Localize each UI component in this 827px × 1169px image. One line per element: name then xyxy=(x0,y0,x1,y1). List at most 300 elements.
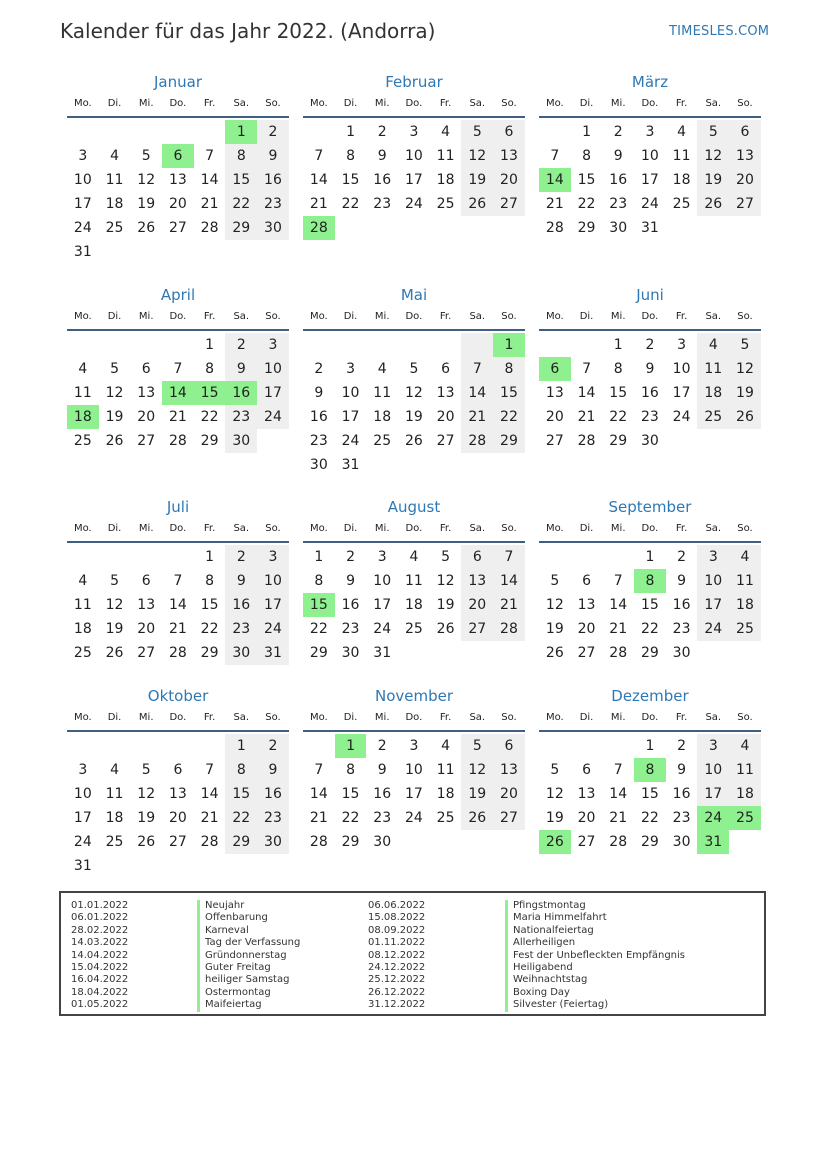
day-cell[interactable]: 6 xyxy=(729,120,761,144)
day-cell[interactable]: 14 xyxy=(168,597,187,613)
day-cell[interactable]: 11 xyxy=(105,172,124,188)
day-cell[interactable]: 9 xyxy=(377,148,387,164)
day-cell[interactable]: 14 xyxy=(309,172,328,188)
day-cell[interactable]: 27 xyxy=(577,645,596,661)
day-cell[interactable]: 9 xyxy=(257,144,289,168)
day-cell[interactable]: 13 xyxy=(168,172,187,188)
day-cell[interactable]: 3 xyxy=(78,762,88,778)
day-cell[interactable]: 23 xyxy=(225,617,257,641)
day-cell[interactable]: 23 xyxy=(225,405,257,429)
day-cell[interactable]: 28 xyxy=(461,429,493,453)
day-cell[interactable]: 22 xyxy=(341,196,360,212)
day-cell[interactable]: 5 xyxy=(110,361,119,377)
day-cell[interactable]: 27 xyxy=(436,433,455,449)
day-cell[interactable]: 3 xyxy=(645,124,655,140)
day-cell[interactable]: 9 xyxy=(225,357,257,381)
day-cell[interactable]: 27 xyxy=(137,433,156,449)
day-cell[interactable]: 30 xyxy=(672,834,691,850)
day-cell[interactable]: 3 xyxy=(409,124,419,140)
day-cell[interactable]: 24 xyxy=(672,409,691,425)
day-cell[interactable]: 7 xyxy=(613,762,623,778)
day-cell[interactable]: 5 xyxy=(461,120,493,144)
day-cell[interactable]: 21 xyxy=(168,621,187,637)
day-cell[interactable]: 6 xyxy=(493,734,525,758)
day-cell[interactable]: 7 xyxy=(205,148,215,164)
day-cell[interactable]: 4 xyxy=(110,148,119,164)
day-cell[interactable]: 12 xyxy=(545,597,564,613)
day-cell[interactable]: 26 xyxy=(729,405,761,429)
holiday-day-cell[interactable]: 31 xyxy=(697,830,729,854)
day-cell[interactable]: 1 xyxy=(346,124,355,140)
day-cell[interactable]: 19 xyxy=(105,409,124,425)
day-cell[interactable]: 20 xyxy=(545,409,564,425)
day-cell[interactable]: 11 xyxy=(404,573,423,589)
day-cell[interactable]: 22 xyxy=(609,409,628,425)
holiday-day-cell[interactable]: 26 xyxy=(539,830,571,854)
holiday-day-cell[interactable]: 15 xyxy=(303,593,335,617)
day-cell[interactable]: 6 xyxy=(441,361,451,377)
day-cell[interactable]: 29 xyxy=(609,433,628,449)
day-cell[interactable]: 11 xyxy=(672,148,691,164)
day-cell[interactable]: 6 xyxy=(141,361,151,377)
holiday-day-cell[interactable]: 1 xyxy=(493,333,525,357)
day-cell[interactable]: 5 xyxy=(141,148,151,164)
day-cell[interactable]: 26 xyxy=(461,192,493,216)
day-cell[interactable]: 2 xyxy=(314,361,324,377)
day-cell[interactable]: 13 xyxy=(137,597,156,613)
day-cell[interactable]: 8 xyxy=(582,148,591,164)
day-cell[interactable]: 31 xyxy=(257,641,289,665)
day-cell[interactable]: 10 xyxy=(697,758,729,782)
day-cell[interactable]: 11 xyxy=(729,569,761,593)
day-cell[interactable]: 27 xyxy=(545,433,564,449)
day-cell[interactable]: 28 xyxy=(200,220,219,236)
day-cell[interactable]: 7 xyxy=(314,148,324,164)
day-cell[interactable]: 29 xyxy=(225,830,257,854)
day-cell[interactable]: 25 xyxy=(73,645,92,661)
day-cell[interactable]: 20 xyxy=(577,810,596,826)
day-cell[interactable]: 30 xyxy=(225,429,257,453)
day-cell[interactable]: 19 xyxy=(137,196,156,212)
day-cell[interactable]: 9 xyxy=(613,148,623,164)
day-cell[interactable]: 14 xyxy=(461,381,493,405)
day-cell[interactable]: 8 xyxy=(346,762,355,778)
day-cell[interactable]: 29 xyxy=(225,216,257,240)
holiday-day-cell[interactable]: 8 xyxy=(634,758,666,782)
day-cell[interactable]: 7 xyxy=(582,361,591,377)
day-cell[interactable]: 5 xyxy=(110,573,119,589)
day-cell[interactable]: 12 xyxy=(105,597,124,613)
day-cell[interactable]: 3 xyxy=(257,545,289,569)
day-cell[interactable]: 10 xyxy=(672,361,691,377)
day-cell[interactable]: 28 xyxy=(609,834,628,850)
day-cell[interactable]: 28 xyxy=(545,220,564,236)
day-cell[interactable]: 26 xyxy=(461,806,493,830)
day-cell[interactable]: 2 xyxy=(225,545,257,569)
day-cell[interactable]: 14 xyxy=(200,786,219,802)
day-cell[interactable]: 5 xyxy=(461,734,493,758)
day-cell[interactable]: 30 xyxy=(672,645,691,661)
day-cell[interactable]: 18 xyxy=(697,381,729,405)
day-cell[interactable]: 28 xyxy=(168,433,187,449)
day-cell[interactable]: 16 xyxy=(309,409,328,425)
day-cell[interactable]: 2 xyxy=(677,549,687,565)
day-cell[interactable]: 8 xyxy=(225,758,257,782)
holiday-day-cell[interactable]: 24 xyxy=(697,806,729,830)
day-cell[interactable]: 15 xyxy=(609,385,628,401)
day-cell[interactable]: 18 xyxy=(672,172,691,188)
day-cell[interactable]: 20 xyxy=(577,621,596,637)
day-cell[interactable]: 6 xyxy=(141,573,151,589)
day-cell[interactable]: 19 xyxy=(461,782,493,806)
day-cell[interactable]: 12 xyxy=(105,385,124,401)
day-cell[interactable]: 17 xyxy=(73,810,92,826)
day-cell[interactable]: 11 xyxy=(697,357,729,381)
day-cell[interactable]: 1 xyxy=(205,549,215,565)
day-cell[interactable]: 23 xyxy=(373,196,392,212)
day-cell[interactable]: 25 xyxy=(436,810,455,826)
day-cell[interactable]: 21 xyxy=(168,409,187,425)
day-cell[interactable]: 22 xyxy=(577,196,596,212)
day-cell[interactable]: 15 xyxy=(493,381,525,405)
day-cell[interactable]: 15 xyxy=(341,786,360,802)
day-cell[interactable]: 10 xyxy=(404,762,423,778)
day-cell[interactable]: 24 xyxy=(697,617,729,641)
day-cell[interactable]: 16 xyxy=(257,168,289,192)
day-cell[interactable]: 23 xyxy=(672,621,691,637)
day-cell[interactable]: 25 xyxy=(105,834,124,850)
day-cell[interactable]: 16 xyxy=(672,786,691,802)
day-cell[interactable]: 27 xyxy=(493,192,525,216)
day-cell[interactable]: 30 xyxy=(640,433,659,449)
day-cell[interactable]: 4 xyxy=(78,361,88,377)
day-cell[interactable]: 12 xyxy=(404,385,423,401)
day-cell[interactable]: 1 xyxy=(613,337,623,353)
day-cell[interactable]: 16 xyxy=(640,385,659,401)
day-cell[interactable]: 26 xyxy=(137,220,156,236)
day-cell[interactable]: 29 xyxy=(200,433,219,449)
day-cell[interactable]: 10 xyxy=(73,786,92,802)
day-cell[interactable]: 2 xyxy=(257,734,289,758)
day-cell[interactable]: 22 xyxy=(225,192,257,216)
day-cell[interactable]: 31 xyxy=(640,220,659,236)
day-cell[interactable]: 28 xyxy=(309,834,328,850)
day-cell[interactable]: 24 xyxy=(73,834,92,850)
day-cell[interactable]: 11 xyxy=(73,597,92,613)
day-cell[interactable]: 23 xyxy=(257,192,289,216)
day-cell[interactable]: 5 xyxy=(697,120,729,144)
day-cell[interactable]: 23 xyxy=(309,433,328,449)
day-cell[interactable]: 25 xyxy=(373,433,392,449)
holiday-day-cell[interactable]: 8 xyxy=(634,569,666,593)
day-cell[interactable]: 26 xyxy=(436,621,455,637)
day-cell[interactable]: 10 xyxy=(257,569,289,593)
day-cell[interactable]: 24 xyxy=(373,621,392,637)
day-cell[interactable]: 2 xyxy=(677,738,687,754)
day-cell[interactable]: 27 xyxy=(461,617,493,641)
day-cell[interactable]: 27 xyxy=(168,220,187,236)
day-cell[interactable]: 21 xyxy=(609,621,628,637)
day-cell[interactable]: 12 xyxy=(461,758,493,782)
day-cell[interactable]: 21 xyxy=(309,810,328,826)
day-cell[interactable]: 14 xyxy=(309,786,328,802)
day-cell[interactable]: 1 xyxy=(582,124,591,140)
day-cell[interactable]: 28 xyxy=(200,834,219,850)
day-cell[interactable]: 21 xyxy=(461,405,493,429)
day-cell[interactable]: 29 xyxy=(640,834,659,850)
day-cell[interactable]: 2 xyxy=(613,124,623,140)
day-cell[interactable]: 9 xyxy=(314,385,324,401)
day-cell[interactable]: 29 xyxy=(577,220,596,236)
day-cell[interactable]: 18 xyxy=(373,409,392,425)
day-cell[interactable]: 3 xyxy=(677,337,687,353)
day-cell[interactable]: 10 xyxy=(73,172,92,188)
day-cell[interactable]: 13 xyxy=(493,144,525,168)
day-cell[interactable]: 27 xyxy=(168,834,187,850)
day-cell[interactable]: 12 xyxy=(137,172,156,188)
day-cell[interactable]: 26 xyxy=(545,645,564,661)
day-cell[interactable]: 10 xyxy=(341,385,360,401)
day-cell[interactable]: 7 xyxy=(493,545,525,569)
day-cell[interactable]: 28 xyxy=(577,433,596,449)
day-cell[interactable]: 14 xyxy=(577,385,596,401)
day-cell[interactable]: 21 xyxy=(200,810,219,826)
day-cell[interactable]: 14 xyxy=(609,597,628,613)
day-cell[interactable]: 9 xyxy=(225,569,257,593)
day-cell[interactable]: 12 xyxy=(545,786,564,802)
day-cell[interactable]: 11 xyxy=(436,148,455,164)
day-cell[interactable]: 9 xyxy=(677,762,687,778)
day-cell[interactable]: 23 xyxy=(373,810,392,826)
holiday-day-cell[interactable]: 25 xyxy=(729,806,761,830)
day-cell[interactable]: 30 xyxy=(373,834,392,850)
day-cell[interactable]: 20 xyxy=(168,810,187,826)
day-cell[interactable]: 31 xyxy=(73,858,92,874)
day-cell[interactable]: 25 xyxy=(697,405,729,429)
day-cell[interactable]: 5 xyxy=(550,762,560,778)
day-cell[interactable]: 22 xyxy=(200,621,219,637)
day-cell[interactable]: 30 xyxy=(225,641,257,665)
day-cell[interactable]: 25 xyxy=(404,621,423,637)
day-cell[interactable]: 29 xyxy=(493,429,525,453)
day-cell[interactable]: 22 xyxy=(640,810,659,826)
day-cell[interactable]: 4 xyxy=(441,124,451,140)
day-cell[interactable]: 13 xyxy=(168,786,187,802)
day-cell[interactable]: 17 xyxy=(404,786,423,802)
day-cell[interactable]: 11 xyxy=(105,786,124,802)
day-cell[interactable]: 13 xyxy=(545,385,564,401)
day-cell[interactable]: 19 xyxy=(729,381,761,405)
day-cell[interactable]: 2 xyxy=(346,549,355,565)
day-cell[interactable]: 15 xyxy=(640,786,659,802)
day-cell[interactable]: 8 xyxy=(346,148,355,164)
day-cell[interactable]: 18 xyxy=(729,593,761,617)
day-cell[interactable]: 25 xyxy=(729,617,761,641)
day-cell[interactable]: 4 xyxy=(110,762,119,778)
day-cell[interactable]: 24 xyxy=(640,196,659,212)
day-cell[interactable]: 17 xyxy=(73,196,92,212)
day-cell[interactable]: 21 xyxy=(609,810,628,826)
day-cell[interactable]: 22 xyxy=(309,621,328,637)
day-cell[interactable]: 11 xyxy=(436,762,455,778)
day-cell[interactable]: 29 xyxy=(640,645,659,661)
day-cell[interactable]: 3 xyxy=(78,148,88,164)
day-cell[interactable]: 27 xyxy=(577,834,596,850)
day-cell[interactable]: 17 xyxy=(640,172,659,188)
day-cell[interactable]: 23 xyxy=(341,621,360,637)
holiday-day-cell[interactable]: 28 xyxy=(303,216,335,240)
day-cell[interactable]: 15 xyxy=(341,172,360,188)
day-cell[interactable]: 31 xyxy=(341,457,360,473)
day-cell[interactable]: 12 xyxy=(729,357,761,381)
day-cell[interactable]: 20 xyxy=(168,196,187,212)
day-cell[interactable]: 8 xyxy=(225,144,257,168)
day-cell[interactable]: 27 xyxy=(729,192,761,216)
day-cell[interactable]: 29 xyxy=(200,645,219,661)
day-cell[interactable]: 19 xyxy=(404,409,423,425)
day-cell[interactable]: 13 xyxy=(577,597,596,613)
day-cell[interactable]: 27 xyxy=(493,806,525,830)
day-cell[interactable]: 17 xyxy=(341,409,360,425)
day-cell[interactable]: 18 xyxy=(73,621,92,637)
day-cell[interactable]: 15 xyxy=(577,172,596,188)
day-cell[interactable]: 28 xyxy=(609,645,628,661)
day-cell[interactable]: 29 xyxy=(341,834,360,850)
day-cell[interactable]: 5 xyxy=(409,361,419,377)
day-cell[interactable]: 18 xyxy=(436,172,455,188)
day-cell[interactable]: 17 xyxy=(697,593,729,617)
day-cell[interactable]: 31 xyxy=(73,244,92,260)
day-cell[interactable]: 5 xyxy=(550,573,560,589)
day-cell[interactable]: 12 xyxy=(697,144,729,168)
holiday-day-cell[interactable]: 6 xyxy=(539,357,571,381)
day-cell[interactable]: 21 xyxy=(545,196,564,212)
day-cell[interactable]: 30 xyxy=(609,220,628,236)
day-cell[interactable]: 24 xyxy=(404,810,423,826)
day-cell[interactable]: 20 xyxy=(436,409,455,425)
day-cell[interactable]: 1 xyxy=(645,549,655,565)
day-cell[interactable]: 25 xyxy=(672,196,691,212)
day-cell[interactable]: 4 xyxy=(377,361,387,377)
day-cell[interactable]: 18 xyxy=(436,786,455,802)
day-cell[interactable]: 14 xyxy=(200,172,219,188)
day-cell[interactable]: 17 xyxy=(672,385,691,401)
day-cell[interactable]: 2 xyxy=(377,738,387,754)
day-cell[interactable]: 23 xyxy=(609,196,628,212)
day-cell[interactable]: 17 xyxy=(373,597,392,613)
day-cell[interactable]: 19 xyxy=(461,168,493,192)
day-cell[interactable]: 6 xyxy=(582,762,591,778)
day-cell[interactable]: 6 xyxy=(173,762,183,778)
day-cell[interactable]: 20 xyxy=(493,168,525,192)
day-cell[interactable]: 14 xyxy=(493,569,525,593)
day-cell[interactable]: 25 xyxy=(105,220,124,236)
day-cell[interactable]: 12 xyxy=(436,573,455,589)
day-cell[interactable]: 13 xyxy=(137,385,156,401)
day-cell[interactable]: 3 xyxy=(697,545,729,569)
day-cell[interactable]: 20 xyxy=(137,409,156,425)
day-cell[interactable]: 16 xyxy=(672,597,691,613)
holiday-day-cell[interactable]: 14 xyxy=(162,381,194,405)
day-cell[interactable]: 6 xyxy=(461,545,493,569)
day-cell[interactable]: 23 xyxy=(257,806,289,830)
day-cell[interactable]: 24 xyxy=(404,196,423,212)
day-cell[interactable]: 26 xyxy=(697,192,729,216)
day-cell[interactable]: 11 xyxy=(373,385,392,401)
day-cell[interactable]: 5 xyxy=(441,549,451,565)
day-cell[interactable]: 17 xyxy=(697,782,729,806)
day-cell[interactable]: 22 xyxy=(200,409,219,425)
day-cell[interactable]: 4 xyxy=(729,545,761,569)
day-cell[interactable]: 13 xyxy=(493,758,525,782)
day-cell[interactable]: 7 xyxy=(461,357,493,381)
day-cell[interactable]: 19 xyxy=(697,168,729,192)
day-cell[interactable]: 28 xyxy=(168,645,187,661)
day-cell[interactable]: 3 xyxy=(346,361,355,377)
day-cell[interactable]: 4 xyxy=(729,734,761,758)
day-cell[interactable]: 20 xyxy=(137,621,156,637)
day-cell[interactable]: 17 xyxy=(404,172,423,188)
day-cell[interactable]: 20 xyxy=(493,782,525,806)
day-cell[interactable]: 27 xyxy=(137,645,156,661)
day-cell[interactable]: 9 xyxy=(346,573,355,589)
day-cell[interactable]: 8 xyxy=(493,357,525,381)
day-cell[interactable]: 16 xyxy=(609,172,628,188)
day-cell[interactable]: 21 xyxy=(309,196,328,212)
holiday-day-cell[interactable]: 6 xyxy=(162,144,194,168)
day-cell[interactable]: 17 xyxy=(257,381,289,405)
day-cell[interactable]: 1 xyxy=(314,549,324,565)
day-cell[interactable]: 21 xyxy=(577,409,596,425)
day-cell[interactable]: 7 xyxy=(173,573,183,589)
day-cell[interactable]: 7 xyxy=(205,762,215,778)
holiday-day-cell[interactable]: 18 xyxy=(67,405,99,429)
day-cell[interactable]: 3 xyxy=(377,549,387,565)
day-cell[interactable]: 10 xyxy=(697,569,729,593)
day-cell[interactable]: 13 xyxy=(436,385,455,401)
day-cell[interactable]: 2 xyxy=(377,124,387,140)
day-cell[interactable]: 18 xyxy=(105,196,124,212)
day-cell[interactable]: 7 xyxy=(314,762,324,778)
day-cell[interactable]: 5 xyxy=(729,333,761,357)
day-cell[interactable]: 10 xyxy=(640,148,659,164)
day-cell[interactable]: 1 xyxy=(225,734,257,758)
day-cell[interactable]: 5 xyxy=(141,762,151,778)
day-cell[interactable]: 24 xyxy=(341,433,360,449)
day-cell[interactable]: 21 xyxy=(200,196,219,212)
day-cell[interactable]: 12 xyxy=(137,786,156,802)
day-cell[interactable]: 18 xyxy=(404,597,423,613)
day-cell[interactable]: 16 xyxy=(373,786,392,802)
day-cell[interactable]: 4 xyxy=(697,333,729,357)
day-cell[interactable]: 13 xyxy=(461,569,493,593)
day-cell[interactable]: 24 xyxy=(257,617,289,641)
day-cell[interactable]: 7 xyxy=(173,361,183,377)
holiday-day-cell[interactable]: 1 xyxy=(335,734,367,758)
day-cell[interactable]: 20 xyxy=(461,593,493,617)
brand-link[interactable]: TIMESLES.COM xyxy=(669,24,770,39)
day-cell[interactable]: 9 xyxy=(377,762,387,778)
day-cell[interactable]: 23 xyxy=(640,409,659,425)
day-cell[interactable]: 9 xyxy=(677,573,687,589)
day-cell[interactable]: 25 xyxy=(436,196,455,212)
day-cell[interactable]: 7 xyxy=(613,573,623,589)
day-cell[interactable]: 2 xyxy=(645,337,655,353)
day-cell[interactable]: 4 xyxy=(677,124,687,140)
day-cell[interactable]: 31 xyxy=(373,645,392,661)
day-cell[interactable]: 9 xyxy=(645,361,655,377)
day-cell[interactable]: 15 xyxy=(200,597,219,613)
